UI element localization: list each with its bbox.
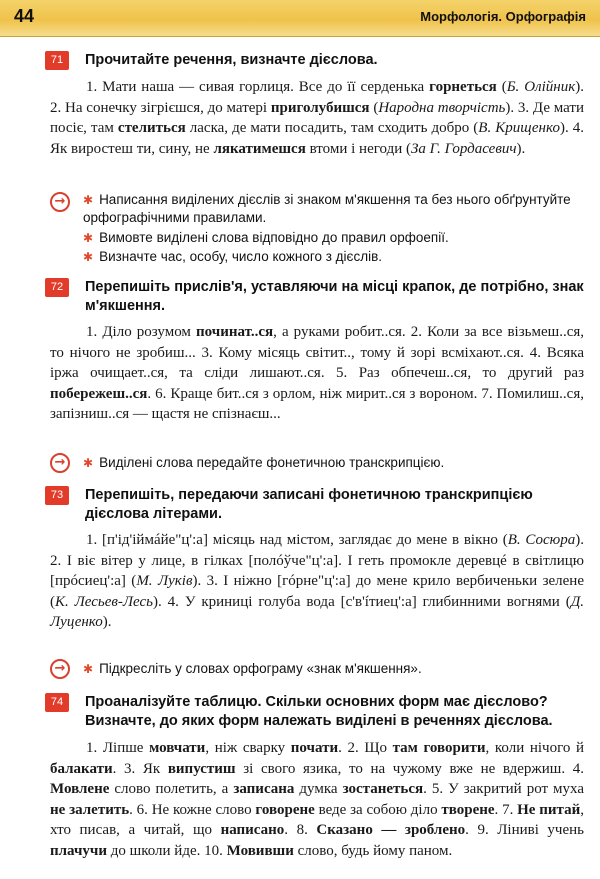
- exercise-text: 1. Діло розумом починат..ся, а руками робит..ся. 2. Коли за все візьмеш..ся, то нічого не зробиш... 3. Кому місяць світит.., тому й зорі всміхают..ся. 4. Всяка іржа очищает..ся, та сліди лишают..ся. 5. Раз обпечеш..ся, то другий раз побережеш..ся. 6. Краще бит..ся з орлом, ніж мирит..ся з вороном. 7. Помилиш..ся, запізниш..ся — щастя не спізнаєш...: [50, 324, 584, 422]
- arrow-right-icon: →: [50, 453, 70, 473]
- exercise-task: Перепишіть прислів'я, уставляючи на місці крапок, де потрібно, знак м'якшення.: [85, 279, 584, 314]
- exercise-task: Перепишіть, передаючи записані фонетичною транскрипцією дієслова літерами.: [85, 487, 533, 522]
- arrow-right-icon: →: [50, 659, 70, 679]
- asterisk-icon: ✱: [83, 662, 94, 676]
- task-item: ✱ Написання виділених дієслів зі знаком м'якшення та без нього обґрунтуйте орфографічними правилами.: [83, 192, 571, 225]
- arrow-right-icon: →: [50, 192, 70, 212]
- exercise-number-badge: 72: [45, 278, 69, 297]
- exercise-number-badge: 73: [45, 486, 69, 505]
- task-item: ✱ Підкресліть у словах орфограму «знак м'якшення».: [83, 661, 422, 676]
- task-item: ✱ Вимовте виділені слова відповідно до правил орфоепії.: [83, 230, 449, 245]
- asterisk-icon: ✱: [83, 231, 94, 245]
- exercise-number-badge: 74: [45, 693, 69, 712]
- exercise-text: 1. Ліпше мовчати, ніж сварку почати. 2. Що там говорити, коли нічого й балакати. 3. Як випустиш зі свого язика, то на чужому вже не вдержиш. 4. Мовлене слово полетить, а записана думка зостанеться. 5. У закритий рот муха не залетить. 6. Не кожне слово говорене веде за собою діло творене. 7. Не питай, хто писав, а читай, що написано. 8. Сказано — зроблено. 9. Ліниві учень плачучи до школи йде. 10. Мовивши слово, будь йому паном.: [50, 740, 585, 859]
- exercise-task: Прочитайте речення, визначте дієслова.: [85, 52, 378, 68]
- page-number: 44: [14, 6, 35, 26]
- exercise-text: 1. Мати наша — сивая горлиця. Все до її серденька горнеться (Б. Олійник). 2. На сонечку зігрієшся, до матері приголубишся (Народна творчість). 3. Де мати посіє, там стелиться ласка, де мати посадить, там сходить добро (В. Крищенко). 4. Як виростеш ти, сину, не лякатимешся втоми і негоди (За Г. Гордасевич).: [50, 79, 584, 157]
- exercise-number-badge: 71: [45, 51, 69, 70]
- page-header: [0, 0, 600, 37]
- exercise-text: 1. [п'ід'іймáйе"ц':а] місяць над містом, заглядає до мене в вікно (В. Сосюра). 2. І віє вітер у лице, в гілках [полóўче"ц':а]. І геть промокле деревцé в світлицю [прóсиец':а] (М. Луків). 3. І ніжно [гóрне"ц':а] до мене крило вербиченьки зелене (К. Лесьев-Лесь). 4. У криниці голуба вода [с'в'íтиец':а] глибинними вогнями (Д. Луценко).: [50, 532, 584, 630]
- section-title: Морфологія. Орфографія: [420, 9, 586, 24]
- asterisk-icon: ✱: [83, 193, 94, 207]
- task-item: ✱ Визначте час, особу, число кожного з дієслів.: [83, 249, 382, 264]
- asterisk-icon: ✱: [83, 250, 94, 264]
- asterisk-icon: ✱: [83, 456, 94, 470]
- task-item: ✱ Виділені слова передайте фонетичною транскрипцією.: [83, 455, 445, 470]
- exercise-task: Проаналізуйте таблицю. Скільки основних форм має дієслово? Визначте, до яких форм належать виділені в реченнях дієслова.: [85, 694, 553, 729]
